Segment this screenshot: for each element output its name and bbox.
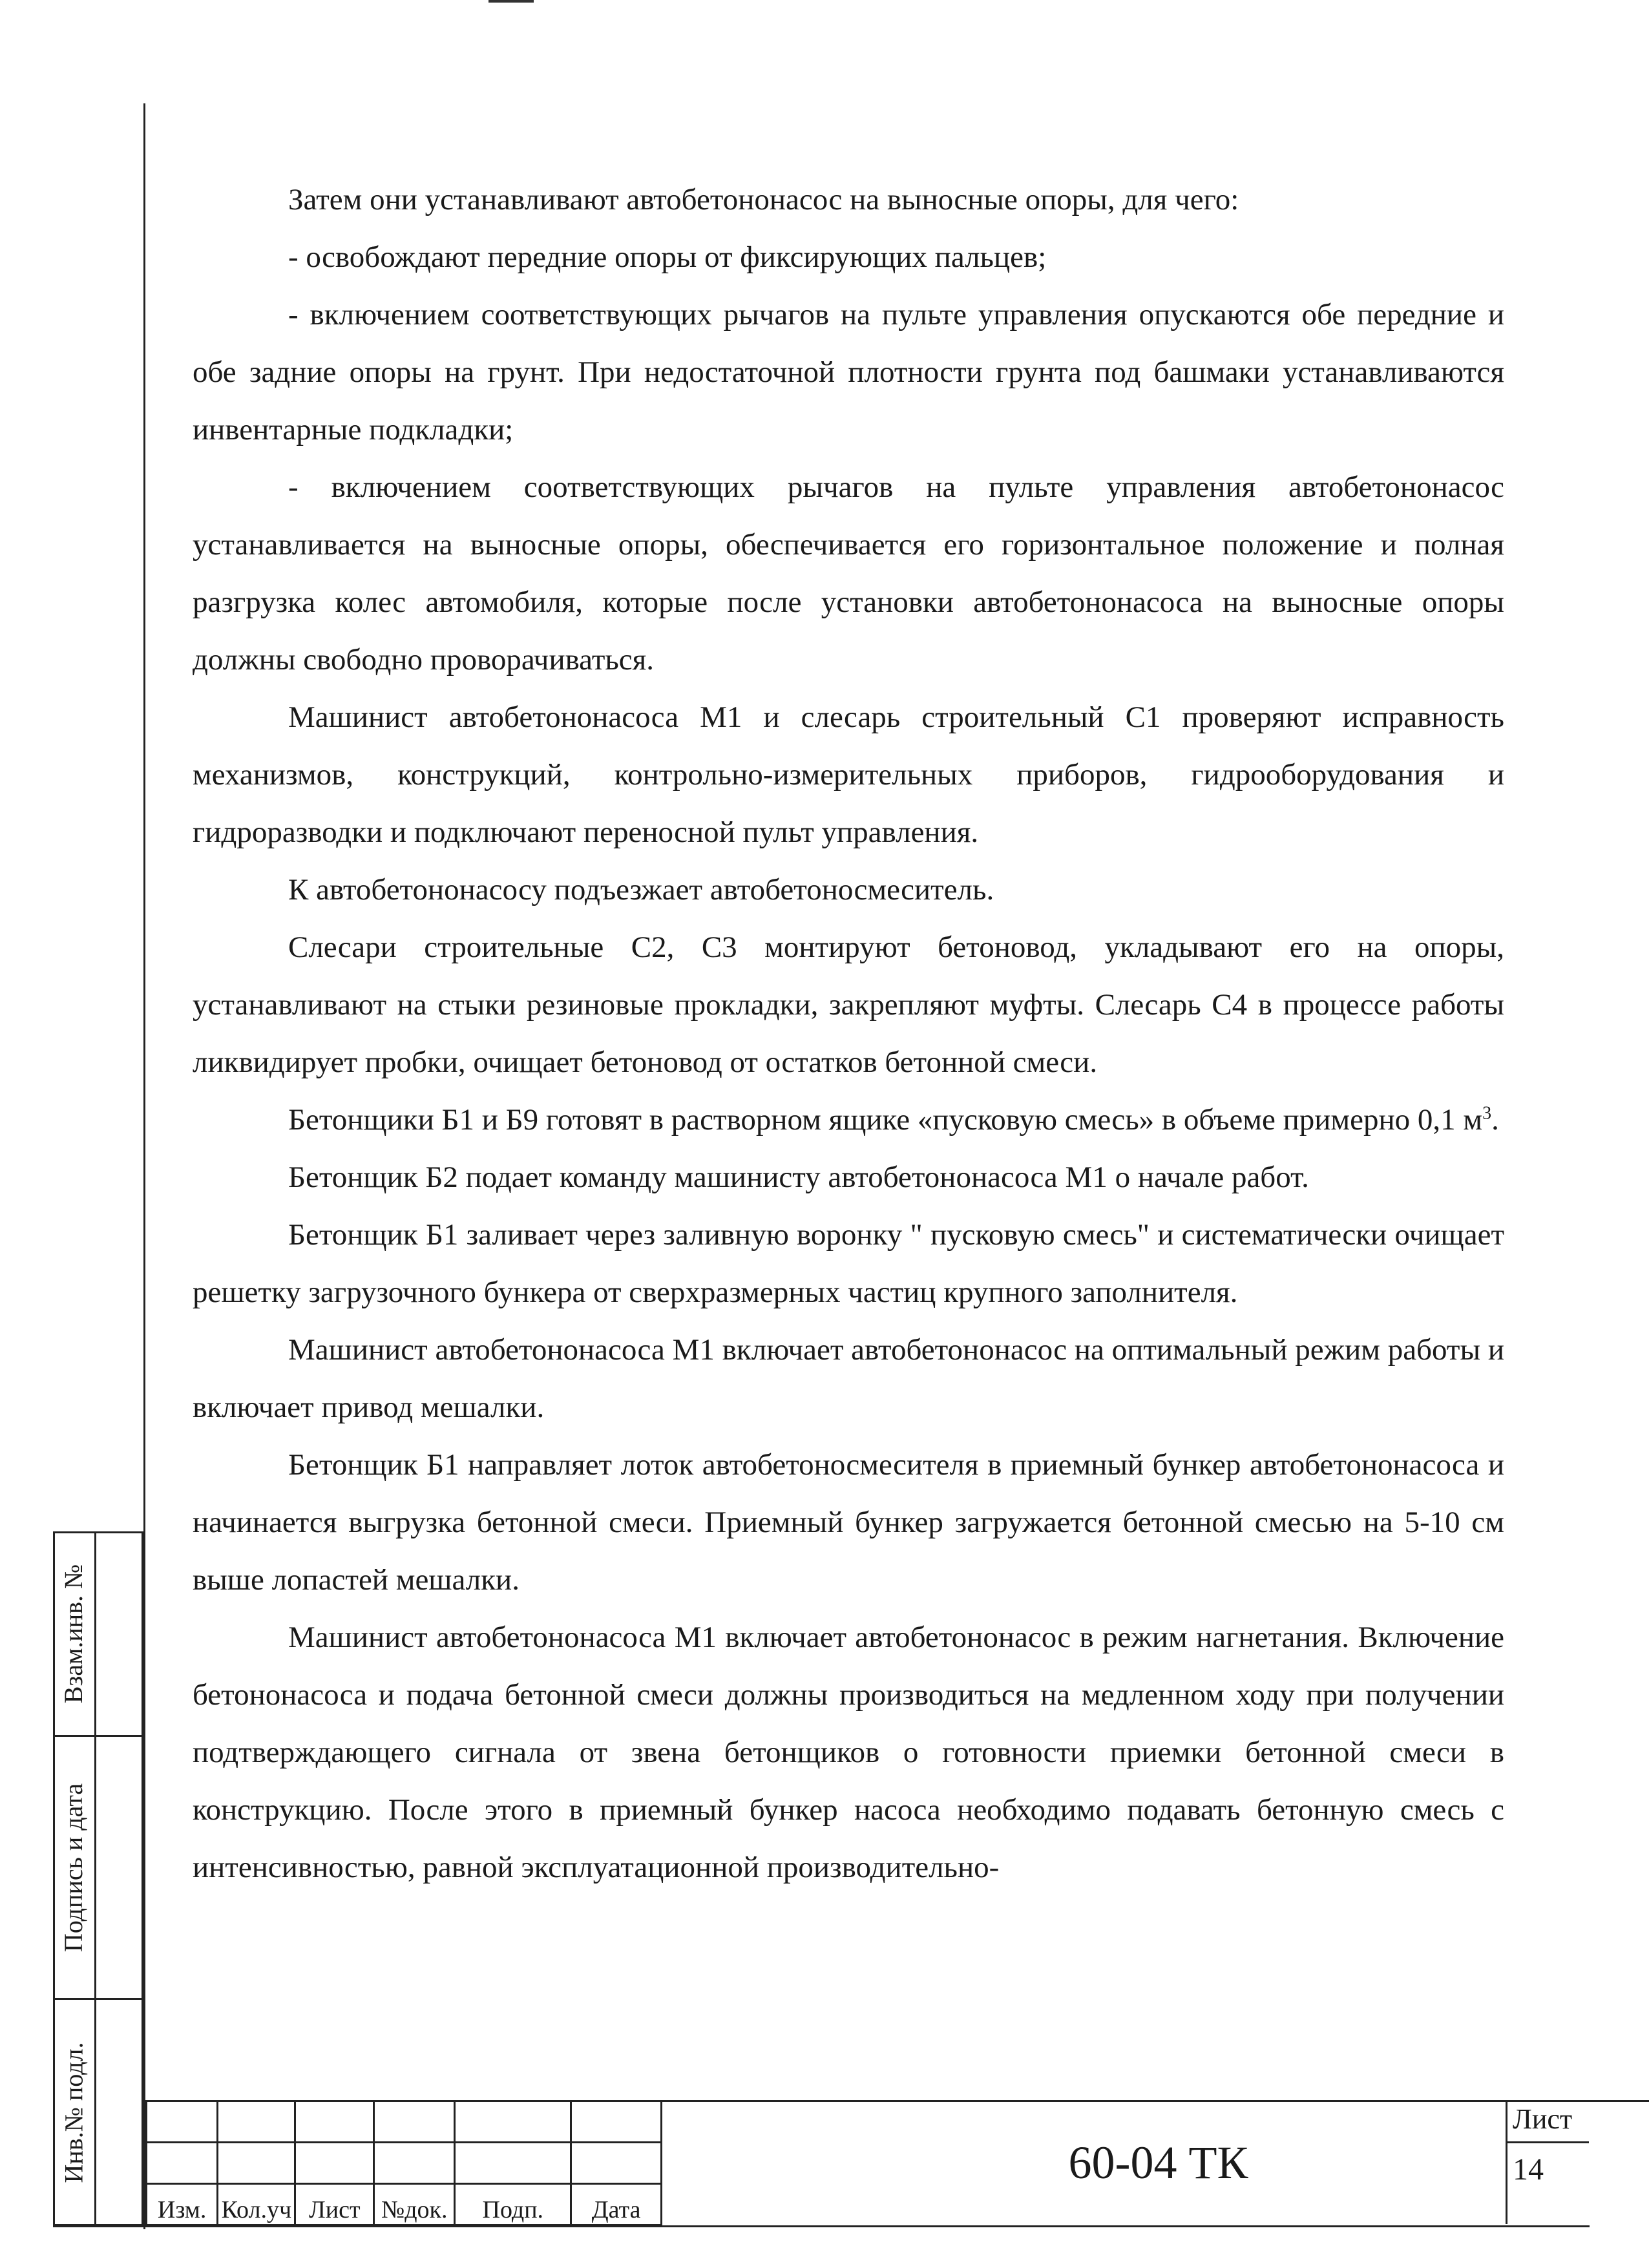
sheet-label: Лист [1513, 2103, 1573, 2135]
paragraph-10: Бетонщик Б1 заливает через заливную воронку " пусковую смесь" и систематически очищает решетку загрузочного бункера от сверхразмерных частиц крупного заполнителя. [193, 1218, 1504, 1309]
col-ndok: №док. [374, 2184, 455, 2225]
document-code: 60-04 ТК [662, 2100, 1649, 2224]
sheet-box [1506, 2100, 1589, 2224]
sign-date-label: Подпись и дата [59, 1783, 89, 1952]
sheet-number: 14 [1513, 2152, 1544, 2187]
title-block [145, 2100, 1590, 2224]
body-text [193, 171, 1504, 1896]
paragraph-12: Бетонщик Б1 направляет лоток автобетоносмесителя в приемный бункер автобетононасоса и начинается выгрузка бетонной смеси. Приемный бункер загружается бетонной смесью на 5-10 см выше лопастей мешалки. [193, 1448, 1504, 1597]
paragraph-8 [193, 1091, 1504, 1149]
paragraph-9: Бетонщик Б2 подает команду машинисту автобетононасоса М1 о начале работ. [288, 1160, 1309, 1194]
paragraph-7: Слесари строительные С2, С3 монтируют бетоновод, укладывают его на опоры, устанавливают на стыки резиновые прокладки, закрепляют муфты. Слесарь С4 в процессе работы ликвидирует пробки, очищает бетоновод от остатков бетонной смеси. [193, 930, 1504, 1079]
paragraph-5: Машинист автобетононасоса М1 и слесарь строительный С1 проверяют исправность механизмов, конструкций, контрольно-измерительных приборов, гидрооборудования и гидроразводки и подключают переносной пульт управления. [193, 700, 1504, 849]
side-stamp-divider [94, 1531, 96, 2226]
col-kol-uch: Кол.уч [218, 2184, 295, 2225]
sheet-separator [1507, 2141, 1589, 2143]
paragraph-2: - освобождают передние опоры от фиксирующих пальцев; [288, 240, 1047, 274]
col-podp: Подп. [455, 2184, 571, 2225]
paragraph-6: К автобетононасосу подъезжает автобетоносмеситель. [288, 873, 994, 907]
inv-orig-label: Инв.№ подл. [59, 2042, 89, 2183]
paragraph-11: Машинист автобетононасоса М1 включает автобетононасос на оптимальный режим работы и включает привод мешалки. [193, 1333, 1504, 1424]
revision-table [145, 2100, 662, 2226]
paragraph-8-text: Бетонщики Б1 и Б9 готовят в растворном ящике «пусковую смесь» в объеме примерно 0,1 м [288, 1103, 1483, 1137]
paragraph-4: - включением соответствующих рычагов на пульте управления автобетононасос устанавливается на выносные опоры, обеспечивается его горизонтальное положение и полная разгрузка колес автомобиля, которые после установки автобетононасоса на выносные опоры должны свободно проворачиваться. [193, 470, 1504, 677]
top-edge-mark [488, 0, 534, 3]
inv-zam-label: Взам.инв. № [59, 1564, 89, 1704]
superscript-3: 3 [1482, 1103, 1492, 1124]
col-izm: Изм. [147, 2184, 218, 2225]
paragraph-13: Машинист автобетононасоса М1 включает автобетононасос в режим нагнетания. Включение бетононасоса и подача бетонной смеси должны производиться на медленном ходу при получении подтверждающего сигнала от звена бетонщиков о готовности приемки бетонной смеси в конструкцию. После этого в приемный бункер насоса необходимо подавать бетонную смесь с интенсивностью, равной эксплуатационной производительно- [193, 1621, 1504, 1884]
frame-left-line [143, 103, 145, 2229]
inv-orig-label-box [53, 2000, 94, 2225]
paragraph-1: Затем они устанавливают автобетононасос на выносные опоры, для чего: [288, 183, 1239, 216]
col-list: Лист [295, 2184, 374, 2225]
sign-date-label-box [53, 1737, 94, 1998]
paragraph-8-end: . [1491, 1103, 1499, 1137]
inv-zam-label-box [53, 1533, 94, 1735]
paragraph-3: - включением соответствующих рычагов на пульте управления опускаются обе передние и обе задние опоры на грунт. При недостаточной плотности грунта под башмаки устанавливаются инвентарные подкладки; [193, 298, 1504, 446]
col-data: Дата [571, 2184, 662, 2225]
